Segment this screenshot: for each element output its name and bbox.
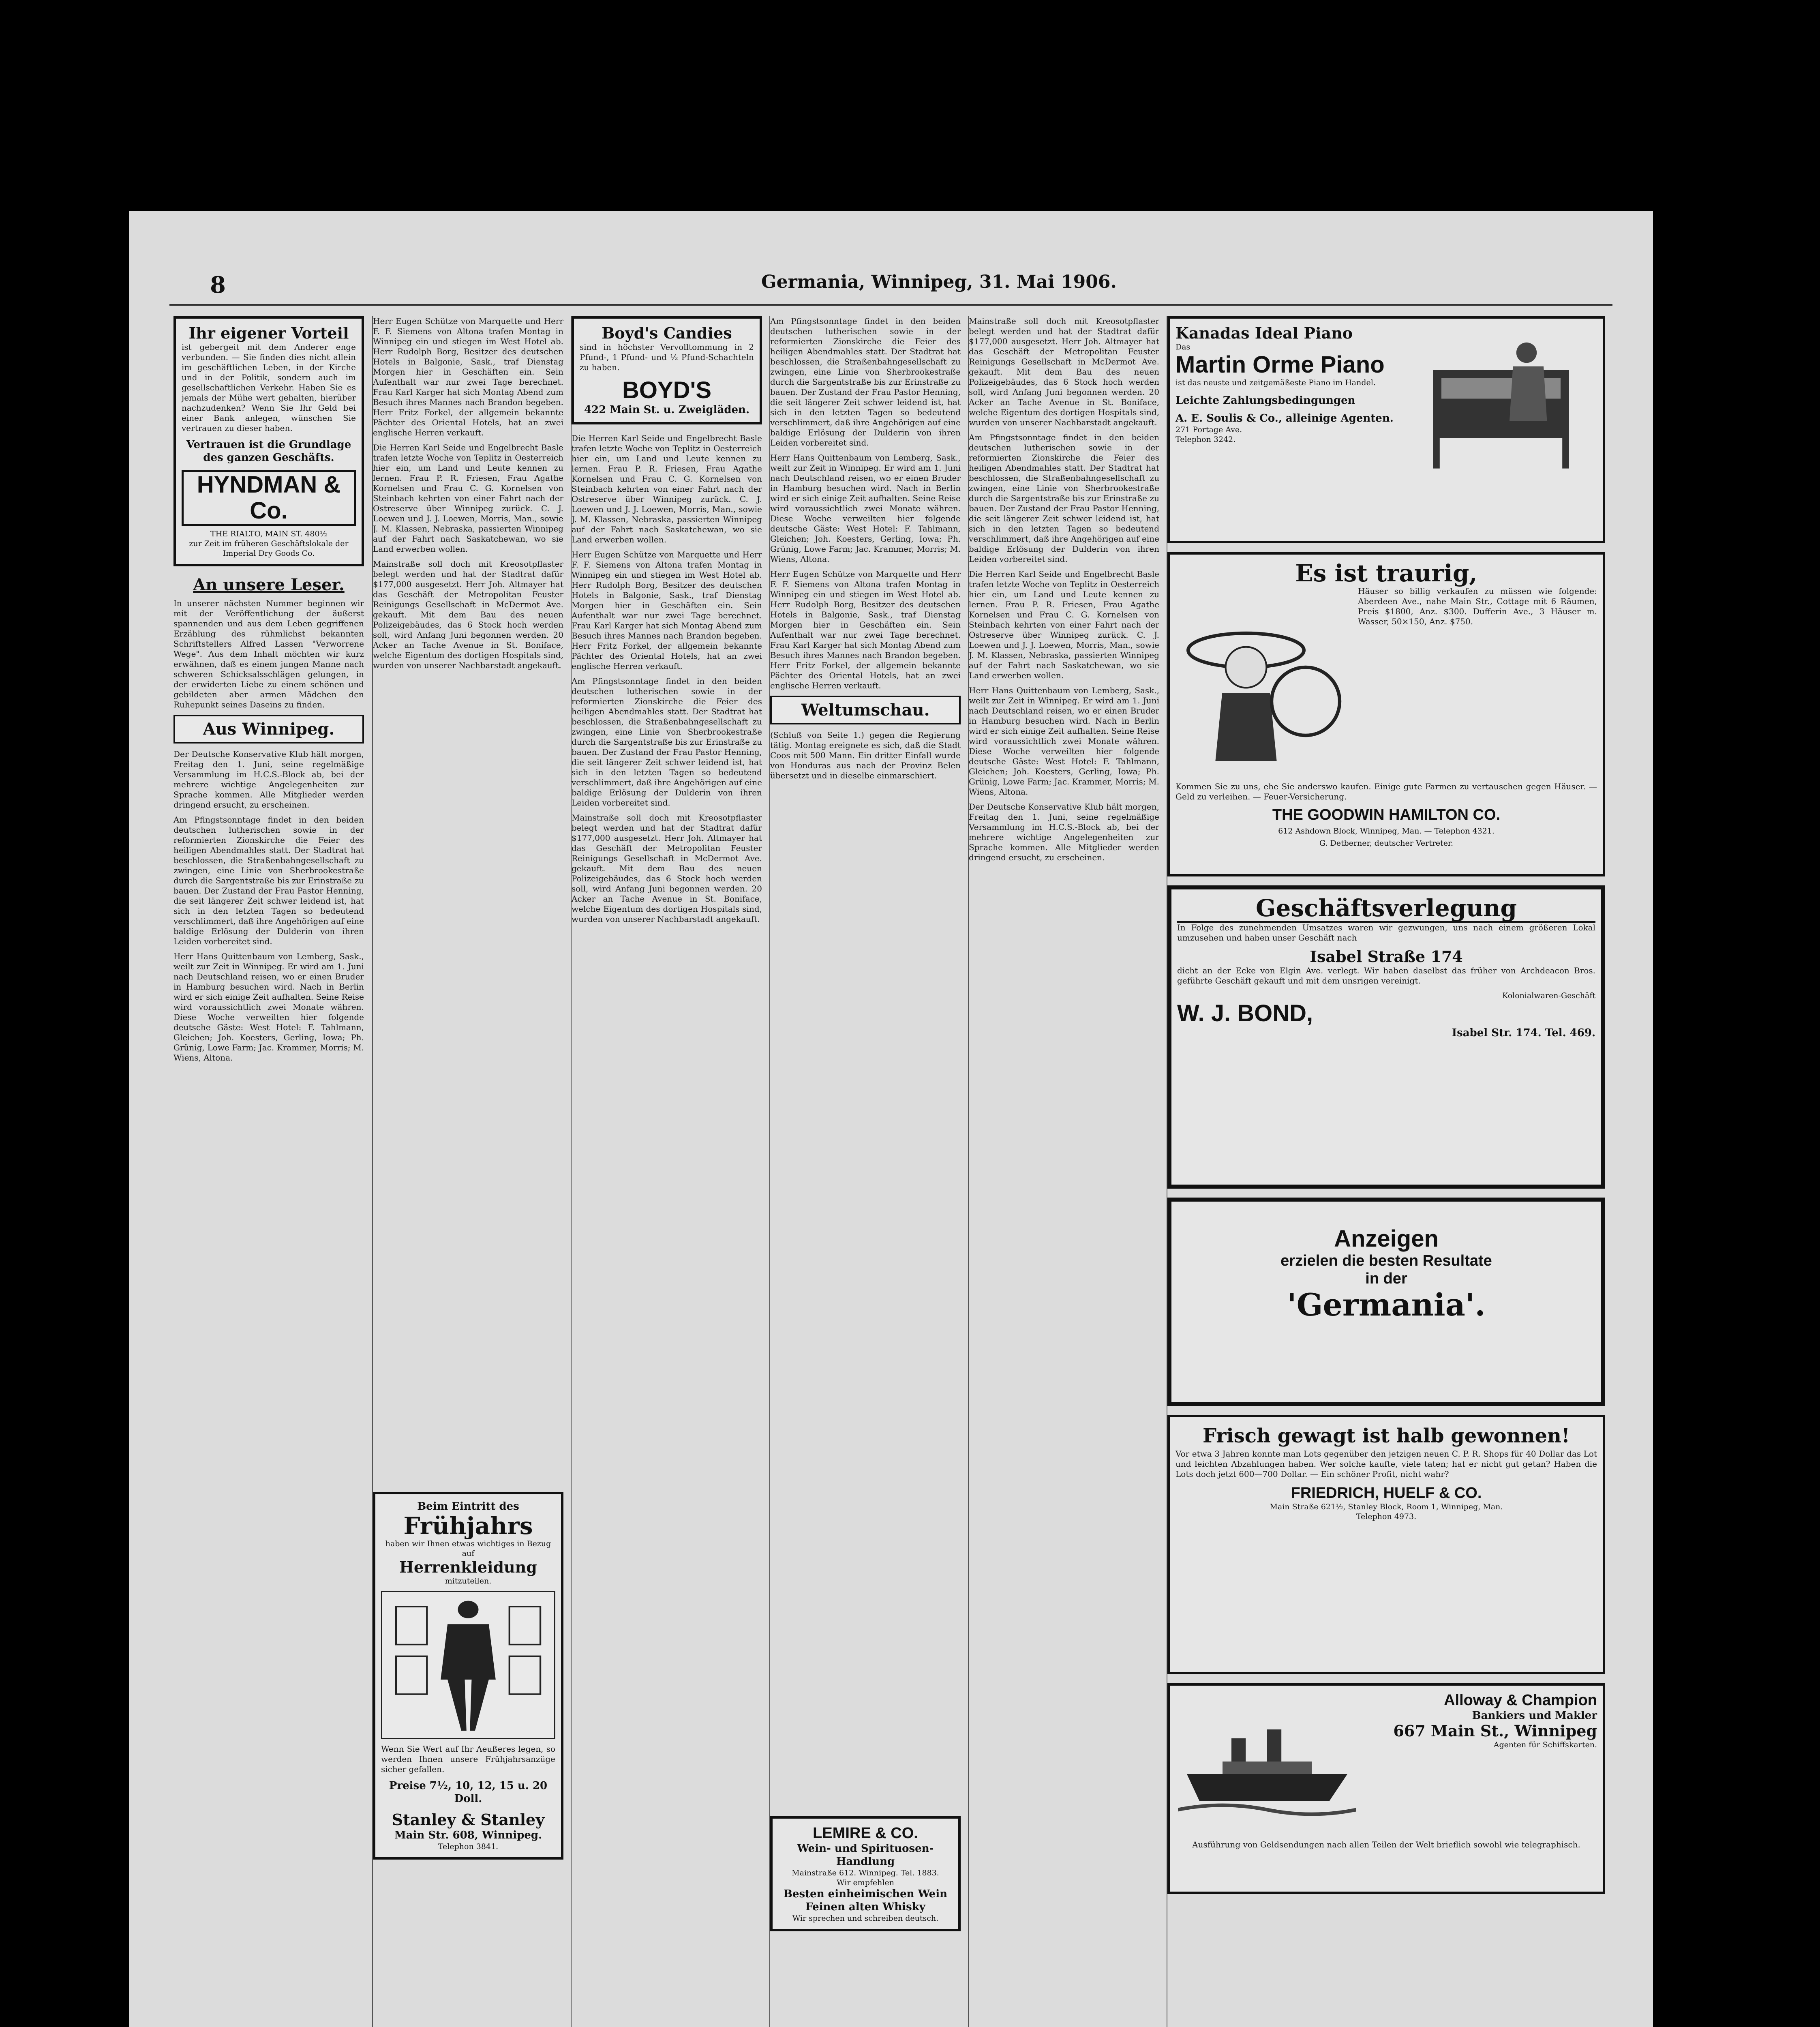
ad-vorteil-note: zur Zeit im früheren Geschäftslokale der Imperial Dry Goods Co. [189, 539, 349, 558]
ad-frisch-company: FRIEDRICH, HUELF & CO. [1291, 1485, 1482, 1502]
winnipeg-title: Aus Winnipeg. [173, 715, 364, 744]
ad-fruehjahr-line2: haben wir Ihnen etwas wichtiges in Bezug auf [385, 1539, 551, 1558]
col3-article-cont: Herr Eugen Schütze von Marquette und Herr F. F. Siemens von Altona trafen Montag in Winnipeg ein und stiegen im West Hotel ab. Herr Rudolph Borg, Besitzer des deutschen Hotels in Balgonie, Sask., traf Dienstag Morgen hier in Geschäften ein. Sein Aufenthalt war nur zwei Tage berechnet. Frau Karl Karger hat sich Montag Abend zum Besuch ihres Mannes nach Brandon begeben. Herr Fritz Forkel, der allgemein bekannte Pächter des Oriental Hotels, hat an zwei englische Herren verkauft. [572, 550, 762, 671]
ad-lemire-company: LEMIRE & CO. [813, 1825, 918, 1842]
ad-fruehjahr-line3: mitzuteilen. [445, 1577, 492, 1586]
col2-article-cont: Die Herren Karl Seide und Engelbrecht Basle trafen letzte Woche von Teplitz in Oesterreich hier ein, um Land und Leute kennen zu lernen. Frau P. R. Friesen, Frau Agathe Kornelsen und Frau C. G. Kornelsen von Steinbach kehrten von einer Fahrt nach der Ostreserve über Winnipeg zurück. C. J. Loewen und J. J. Loewen, Morris, Man., sowie J. M. Klassen, Nebraska, passierten Winnipeg auf der Fahrt nach Saskatchewan, wo sie Land erwerben wollen. [373, 443, 563, 554]
ad-fruehjahr-company: Stanley & Stanley [392, 1811, 545, 1829]
ad-piano-name: Martin Orme Piano [1176, 351, 1385, 378]
ad-anzeigen-paper: 'Germania'. [1287, 1287, 1486, 1323]
ad-vorteil-address: THE RIALTO, MAIN ST. 480½ [210, 529, 327, 538]
ad-fruehjahr-product: Herrenkleidung [399, 1558, 537, 1576]
winnipeg-body: Der Deutsche Konservative Klub hält morgen, Freitag den 1. Juni, seine regelmäßige Versammlung im H.C.S.-Block ab, bei der mehrere wichtige Angelegenheiten zur Sprache kommen. Alle Mitglieder werden dringend ersucht, zu erscheinen. [173, 749, 364, 810]
col3-article-cont3: Mainstraße soll doch mit Kreosotpflaster belegt werden und hat der Stadtrat dafür $177,000 ausgesetzt. Herr Joh. Altmayer hat das Geschäft der Metropolitan Feuster Reinigungs Gesellschaft in McDermot Ave. gekauft. Mit dem Bau des neuen Polizeigebäudes, das 6 Stock hoch werden soll, wird Anfang Juni begonnen werden. 20 Acker an Tache Avenue in St. Boniface, welche Eigentum des dortigen Hospitals sind, wurden von unserer Nachbarstadt angekauft. [572, 813, 762, 924]
ad-verlegung-title: Geschäftsverlegung [1177, 895, 1595, 923]
ad-traurig-rep: G. Detberner, deutscher Vertreter. [1319, 839, 1454, 848]
leser-body: In unserer nächsten Nummer beginnen wir mit der Veröffentlichung der äußerst spannenden und aus dem Leben gegriffenen Erzählung des rühmlichst bekannten Schriftstellers Alfred Lassen "Verworrene Wege". Aus dem Inhalt möchten wir kurz erwähnen, daß es einem jungen Manne nach schweren Schicksalsschlägen gelungen, in der erwiderten Liebe zu einem schönen und gebildeten aber armen Mädchen den Ruhepunkt seines Daseins zu finden. [173, 598, 364, 709]
ad-traurig-title: Es ist traurig, [1295, 559, 1477, 587]
ad-vorteil-company: HYNDMAN & Co. [182, 470, 356, 526]
ad-lemire-sub: Wein- und Spirituosen-Handlung [797, 1843, 934, 1868]
ad-lemire-address: Mainstraße 612. Winnipeg. Tel. 1883. [792, 1868, 939, 1877]
ad-lemire [770, 1816, 961, 1931]
ad-vorteil [173, 316, 364, 566]
ad-anzeigen [1167, 1198, 1605, 1406]
ad-traurig-footer: Kommen Sie zu uns, ehe Sie anderswo kaufen. Einige gute Farmen zu vertauschen gegen Häuser. — Geld zu verleihen. — Feuer-Versicherung. [1176, 782, 1597, 801]
ad-verlegung-sub: Kolonialwaren-Geschäft [1502, 991, 1595, 1000]
weltumschau-title: Weltumschau. [770, 696, 961, 724]
ad-traurig-company: THE GOODWIN HAMILTON CO. [1272, 806, 1501, 823]
masthead: Germania, Winnipeg, 31. Mai 1906. [761, 272, 1117, 292]
ad-verlegung-body: dicht an der Ecke von Elgin Ave. verlegt. Wir haben daselbst das früher von Archdeacon Bros. geführte Geschäft gekauft und mit dem unsrigen vereinigt. [1177, 966, 1595, 986]
ad-alloway [1167, 1683, 1605, 1894]
column-6 [1167, 316, 1605, 2027]
ad-alloway-body: Ausführung von Geldsendungen nach allen Teilen der Welt brieflich sowohl wie telegraphisch. [1192, 1840, 1580, 1849]
col5-article-cont: Am Pfingstsonntage findet in den beiden deutschen lutherischen sowie in der reformierten Zionskirche die Feier des heiligen Abendmahles statt. Der Stadtrat hat beschlossen, die Straßenbahngesellschaft zu zwingen, eine Linie von Sherbrookestraße durch die Sargentstraße bis zur Erinstraße zu bauen. Der Zustand der Frau Pastor Henning, die seit längerer Zeit schwer leidend ist, hat sich in den letzten Tagen so bedeutend verschlimmert, daß ihre Angehörigen auf eine baldige Erlösung der Dulderin von ihren Leiden vorbereitet sind. [969, 433, 1159, 564]
col2-article: Herr Eugen Schütze von Marquette und Herr F. F. Siemens von Altona trafen Montag in Winnipeg ein und stiegen im West Hotel ab. Herr Rudolph Borg, Besitzer des deutschen Hotels in Balgonie, Sask., traf Dienstag Morgen hier in Geschäften ein. Sein Aufenthalt war nur zwei Tage berechnet. Frau Karl Karger hat sich Montag Abend zum Besuch ihres Mannes nach Brandon begeben. Herr Fritz Forkel, der allgemein bekannte Pächter des Oriental Hotels, hat an zwei englische Herren verkauft. [373, 316, 563, 437]
ad-piano-address: 271 Portage Ave. [1176, 425, 1242, 434]
ad-piano-agent: A. E. Soulis & Co., alleinige Agenten. [1176, 412, 1394, 424]
ad-fruehjahr-address: Main Str. 608, Winnipeg. [394, 1829, 542, 1841]
ad-fruehjahr-prices: Preise 7½, 10, 12, 15 u. 20 Doll. [389, 1780, 548, 1805]
ad-piano-terms: Leichte Zahlungsbedingungen [1176, 394, 1355, 407]
col2-article-cont2: Mainstraße soll doch mit Kreosotpflaster belegt werden und hat der Stadtrat dafür $177,000 ausgesetzt. Herr Joh. Altmayer hat das Geschäft der Metropolitan Feuster Reinigungs Gesellschaft in McDermot Ave. gekauft. Mit dem Bau des neuen Polizeigebäudes, das 6 Stock hoch werden soll, wird Anfang Juni begonnen werden. 20 Acker an Tache Avenue in St. Boniface, welche Eigentum des dortigen Hospitals sind, wurden von unserer Nachbarstadt angekauft. [373, 559, 563, 670]
ad-alloway-sub: Bankiers und Makler [1472, 1710, 1597, 1722]
ad-verlegung [1167, 885, 1605, 1189]
leser-title: An unsere Leser. [193, 575, 345, 594]
col5-article: Mainstraße soll doch mit Kreosotpflaster belegt werden und hat der Stadtrat dafür $177,000 ausgesetzt. Herr Joh. Altmayer hat das Geschäft der Metropolitan Feuster Reinigungs Gesellschaft in McDermot Ave. gekauft. Mit dem Bau des neuen Polizeigebäudes, das 6 Stock hoch werden soll, wird Anfang Juni begonnen werden. 20 Acker an Tache Avenue in St. Boniface, welche Eigentum des dortigen Hospitals sind, wurden von unserer Nachbarstadt angekauft. [969, 316, 1159, 427]
ad-piano [1167, 316, 1605, 543]
ad-piano-phone: Telephon 3242. [1176, 435, 1236, 444]
col5-article-cont4: Der Deutsche Konservative Klub hält morgen, Freitag den 1. Juni, seine regelmäßige Versammlung im H.C.S.-Block ab, bei der mehrere wichtige Angelegenheiten zur Sprache kommen. Alle Mitglieder werden dringend ersucht, zu erscheinen. [969, 802, 1159, 862]
ad-alloway-address: 667 Main St., Winnipeg [1393, 1722, 1597, 1740]
col4-article: Am Pfingstsonntage findet in den beiden deutschen lutherischen sowie in der reformierten Zionskirche die Feier des heiligen Abendmahles statt. Der Stadtrat hat beschlossen, die Straßenbahngesellschaft zu zwingen, eine Linie von Sherbrookestraße durch die Sargentstraße bis zur Erinstraße zu bauen. Der Zustand der Frau Pastor Henning, die seit längerer Zeit schwer leidend ist, hat sich in den letzten Tagen so bedeutend verschlimmert, daß ihre Angehörigen auf eine baldige Erlösung der Dulderin von ihren Leiden vorbereitet sind. [770, 316, 961, 448]
weltumschau-body: (Schluß von Seite 1.) gegen die Regierung tätig. Montag ereignete es sich, daß die Stadt Coos mit 500 Mann. Ein dritter Einfall wurde von Honduras aus nach der Provinz Belen übersetzt und in dieselbe einmarschiert. [770, 730, 961, 780]
ad-piano-title: Kanadas Ideal Piano [1176, 324, 1353, 342]
ad-fruehjahr-line1: Beim Eintritt des [417, 1500, 519, 1513]
ad-alloway-agents: Agenten für Schiffskarten. [1493, 1740, 1597, 1749]
ad-lemire-line3: Feinen alten Whisky [805, 1901, 925, 1913]
ad-traurig-address: 612 Ashdown Block, Winnipeg, Man. — Telephon 4321. [1278, 827, 1495, 836]
col5-article-cont3: Herr Hans Quittenbaum von Lemberg, Sask., weilt zur Zeit in Winnipeg. Er wird am 1. Juni nach Deutschland reisen, wo er einen Bruder in Hamburg besuchen wird. Nach in Berlin wird er sich einige Zeit aufhalten. Seine Reise wird voraussichtlich zwei Monate währen. Diese Woche verweilten hier folgende deutsche Gäste: West Hotel: F. Tahlmann, Gleichen; Joh. Koesters, Gerling, Iowa; Ph. Grünig, Lowe Farm; Jac. Krammer, Morris; M. Wiens, Altona. [969, 686, 1159, 797]
ad-lemire-line2: Besten einheimischen Wein [784, 1888, 947, 1900]
ad-boyds-name: BOYD'S [622, 377, 712, 403]
ad-fruehjahr-title: Frühjahrs [403, 1512, 533, 1540]
column-3 [571, 316, 762, 2027]
piano-illustration [1424, 335, 1595, 473]
suit-illustration [381, 1591, 555, 1739]
ad-frisch [1167, 1415, 1605, 1674]
winnipeg-body-cont: Am Pfingstsonntage findet in den beiden deutschen lutherischen sowie in der reformierten Zionskirche die Feier des heiligen Abendmahles statt. Der Stadtrat hat beschlossen, die Straßenbahngesellschaft zu zwingen, eine Linie von Sherbrookestraße durch die Sargentstraße bis zur Erinstraße zu bauen. Der Zustand der Frau Pastor Henning, die seit längerer Zeit schwer leidend ist, hat sich in den letzten Tagen so bedeutend verschlimmert, daß ihre Angehörigen auf eine baldige Erlösung der Dulderin von ihren Leiden vorbereitet sind. [173, 815, 364, 946]
ad-fruehjahr-body: Wenn Sie Wert auf Ihr Aeußeres legen, so werden Ihnen unsere Frühjahrsanzüge sicher gefallen. [381, 1744, 555, 1774]
winnipeg-body-cont2: Herr Hans Quittenbaum von Lemberg, Sask., weilt zur Zeit in Winnipeg. Er wird am 1. Juni nach Deutschland reisen, wo er einen Bruder in Hamburg besuchen wird. Nach in Berlin wird er sich einige Zeit aufhalten. Seine Reise wird voraussichtlich zwei Monate währen. Diese Woche verweilten hier folgende deutsche Gäste: West Hotel: F. Tahlmann, Gleichen; Joh. Koesters, Gerling, Iowa; Ph. Grünig, Lowe Farm; Jac. Krammer, Morris; M. Wiens, Altona. [173, 951, 364, 1063]
ad-lemire-line4: Wir sprechen und schreiben deutsch. [792, 1914, 939, 1923]
ad-anzeigen-line: erzielen die besten Resultate [1280, 1252, 1492, 1269]
column-1 [173, 316, 364, 2027]
ad-vorteil-tagline: Vertrauen ist die Grundlage des ganzen Geschäfts. [186, 439, 351, 464]
col4-article-cont2: Herr Eugen Schütze von Marquette und Herr F. F. Siemens von Altona trafen Montag in Winnipeg ein und stiegen im West Hotel ab. Herr Rudolph Borg, Besitzer des deutschen Hotels in Balgonie, Sask., traf Dienstag Morgen hier in Geschäften ein. Sein Aufenthalt war nur zwei Tage berechnet. Frau Karl Karger hat sich Montag Abend zum Besuch ihres Mannes nach Brandon begeben. Herr Fritz Forkel, der allgemein bekannte Pächter des Oriental Hotels, hat an zwei englische Herren verkauft. [770, 569, 961, 690]
ad-boyds [572, 316, 762, 424]
ad-verlegung-company: W. J. BOND, [1177, 1000, 1313, 1026]
page-number: 8 [210, 272, 226, 298]
ad-piano-das: Das [1176, 343, 1190, 351]
ad-frisch-body: Vor etwa 3 Jahren konnte man Lots gegenüber den jetzigen neuen C. P. R. Shops für 40 Dollar das Lot und leichten Abzahlungen haben. Wer solche kaufte, viele taten; hat er nicht gut getan? Haben die Lots doch jetzt 600—700 Dollar. — Ein schöner Profit, nicht wahr? [1176, 1449, 1597, 1479]
newspaper-page [129, 211, 1653, 2027]
girl-illustration [1178, 599, 1348, 769]
ad-boyds-address: 422 Main St. u. Zweigläden. [584, 404, 750, 416]
steamship-illustration [1178, 1694, 1356, 1828]
ad-fruehjahr-phone: Telephon 3841. [438, 1842, 499, 1851]
ad-piano-desc: ist das neuste und zeitgemäßeste Piano im Handel. [1176, 378, 1376, 387]
ad-traurig [1167, 552, 1605, 876]
ad-frisch-title: Frisch gewagt ist halb gewonnen! [1203, 1425, 1570, 1447]
ad-vorteil-body: ist gebergeit mit dem Anderer enge verbunden. — Sie finden dies nicht allein im geschäftlichen Leben, in der Kirche und in der Politik, sondern auch im gesellschaftlichen Verkehr. Haben Sie es jemals der Mühe wert gehalten, hierüber nachzudenken? Wenn Sie Ihr Geld bei einer Bank anlegen, wünschen Sie vertrauen zu dieser haben. [182, 342, 356, 433]
column-2 [372, 316, 563, 2027]
ad-boyds-body: sind in höchster Vervolltommung in 2 Pfund-, 1 Pfund- und ½ Pfund-Schachteln zu haben. [580, 342, 754, 372]
ad-verlegung-street: Isabel Straße 174 [1310, 947, 1463, 966]
header-rule [169, 304, 1612, 306]
ad-boyds-title: Boyd's Candies [602, 324, 732, 342]
ad-anzeigen-line2: in der [1365, 1270, 1407, 1287]
col3-article: Die Herren Karl Seide und Engelbrecht Basle trafen letzte Woche von Teplitz in Oesterreich hier ein, um Land und Leute kennen zu lernen. Frau P. R. Friesen, Frau Agathe Kornelsen und Frau C. G. Kornelsen von Steinbach kehrten von einer Fahrt nach der Ostreserve über Winnipeg zurück. C. J. Loewen und J. J. Loewen, Morris, Man., sowie J. M. Klassen, Nebraska, passierten Winnipeg auf der Fahrt nach Saskatchewan, wo sie Land erwerben wollen. [572, 433, 762, 544]
ad-lemire-line1: Wir empfehlen [837, 1878, 894, 1887]
ad-verlegung-intro: In Folge des zunehmenden Umsatzes waren wir gezwungen, uns nach einem größeren Lokal umzusehen und haben unser Geschäft nach [1177, 923, 1595, 943]
ad-vorteil-title: Ihr eigener Vorteil [188, 324, 349, 342]
ad-verlegung-address: Isabel Str. 174. Tel. 469. [1452, 1027, 1595, 1039]
ad-frisch-address: Main Straße 621½, Stanley Block, Room 1, Winnipeg, Man. [1270, 1502, 1503, 1511]
col5-article-cont2: Die Herren Karl Seide und Engelbrecht Basle trafen letzte Woche von Teplitz in Oesterreich hier ein, um Land und Leute kennen zu lernen. Frau P. R. Friesen, Frau Agathe Kornelsen und Frau C. G. Kornelsen von Steinbach kehrten von einer Fahrt nach der Ostreserve über Winnipeg zurück. C. J. Loewen und J. J. Loewen, Morris, Man., sowie J. M. Klassen, Nebraska, passierten Winnipeg auf der Fahrt nach Saskatchewan, wo sie Land erwerben wollen. [969, 569, 1159, 680]
col3-article-cont2: Am Pfingstsonntage findet in den beiden deutschen lutherischen sowie in der reformierten Zionskirche die Feier des heiligen Abendmahles statt. Der Stadtrat hat beschlossen, die Straßenbahngesellschaft zu zwingen, eine Linie von Sherbrookestraße durch die Sargentstraße bis zur Erinstraße zu bauen. Der Zustand der Frau Pastor Henning, die seit längerer Zeit schwer leidend ist, hat sich in den letzten Tagen so bedeutend verschlimmert, daß ihre Angehörigen auf eine baldige Erlösung der Dulderin von ihren Leiden vorbereitet sind. [572, 676, 762, 808]
column-5 [968, 316, 1159, 2027]
col4-article-cont: Herr Hans Quittenbaum von Lemberg, Sask., weilt zur Zeit in Winnipeg. Er wird am 1. Juni nach Deutschland reisen, wo er einen Bruder in Hamburg besuchen wird. Nach in Berlin wird er sich einige Zeit aufhalten. Seine Reise wird voraussichtlich zwei Monate währen. Diese Woche verweilten hier folgende deutsche Gäste: West Hotel: F. Tahlmann, Gleichen; Joh. Koesters, Gerling, Iowa; Ph. Grünig, Lowe Farm; Jac. Krammer, Morris; M. Wiens, Altona. [770, 453, 961, 564]
column-4 [769, 316, 961, 2027]
ad-traurig-body: Häuser so billig verkaufen zu müssen wie folgende: Aberdeen Ave., nahe Main Str., Cottage mit 6 Räumen, Preis $1800, Anz. $300. Dufferin Ave., 3 Häuser m. Wasser, 50×150, Anz. $750. [1358, 586, 1597, 626]
page-header [129, 272, 1653, 300]
ad-fruehjahr [373, 1492, 563, 1860]
ad-alloway-company: Alloway & Champion [1444, 1692, 1597, 1709]
ad-anzeigen-title: Anzeigen [1334, 1226, 1439, 1252]
ad-frisch-phone: Telephon 4973. [1356, 1512, 1417, 1521]
